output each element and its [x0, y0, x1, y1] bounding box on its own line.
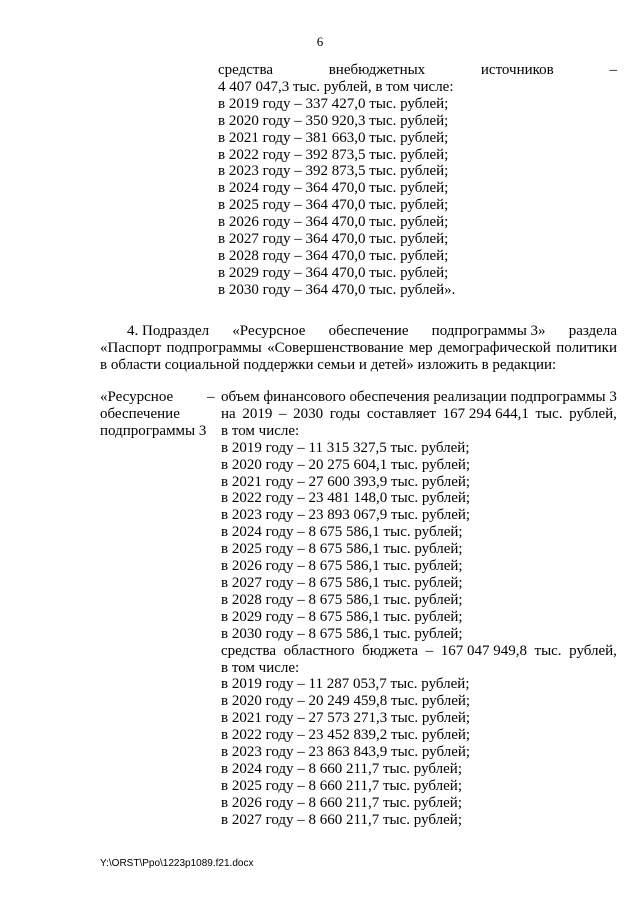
paragraph-4-line-1: [100, 323, 617, 340]
page-number: 6: [316, 34, 324, 49]
regional-budget-line: [221, 643, 617, 660]
total-year-line: в 2029 году – 8 675 586,1 тыс. рублей;: [221, 608, 463, 625]
total-year-line: в 2020 году – 20 275 604,1 тыс. рублей;: [221, 456, 471, 473]
offbudget-year-line: в 2022 году – 392 873,5 тыс. рублей;: [218, 146, 449, 163]
regional-word: областного: [283, 642, 355, 659]
heading-word: –: [609, 62, 617, 78]
total-year-line: в 2021 году – 27 600 393,9 тыс. рублей;: [221, 473, 471, 490]
funding-intro-line: объем финансового обеспечения реализации подпрограммы 3: [221, 389, 617, 405]
offbudget-year-line: в 2026 году – 364 470,0 тыс. рублей;: [218, 214, 449, 231]
offbudget-year-line: в 2023 году – 392 873,5 тыс. рублей;: [218, 163, 449, 180]
regional-word: –: [425, 642, 434, 659]
intro-word: –: [278, 405, 287, 422]
heading-word: средства: [218, 62, 274, 78]
intro-word: на: [221, 405, 236, 422]
regional-word: бюджета: [362, 642, 419, 659]
offbudget-total-line: 4 407 047,3 тыс. рублей, в том числе:: [218, 78, 454, 95]
label-dash: –: [207, 389, 215, 405]
para-word: подпрограммы: [166, 340, 262, 356]
offbudget-sources-block: [218, 62, 617, 299]
total-year-line: в 2030 году – 8 675 586,1 тыс. рублей;: [221, 625, 463, 642]
para-word: демографической: [438, 340, 551, 356]
total-year-line: в 2028 году – 8 675 586,1 тыс. рублей;: [221, 591, 463, 608]
regional-word: средства: [221, 642, 277, 659]
total-year-line: в 2019 году – 11 315 327,5 тыс. рублей;: [221, 439, 470, 456]
para-word: раздела: [568, 323, 617, 339]
funding-intro-line-2: [221, 406, 617, 423]
regional-budget-line-2: в том числе:: [221, 659, 300, 676]
offbudget-year-line: в 2028 году – 364 470,0 тыс. рублей;: [218, 247, 449, 264]
funding-details-block: [221, 389, 617, 829]
regional-year-line: в 2022 году – 23 452 839,2 тыс. рублей;: [221, 727, 471, 744]
total-year-line: в 2023 году – 23 893 067,9 тыс. рублей;: [221, 507, 471, 524]
file-path-footer: Y:\ORST\Ppo\1223p1089.f21.docx: [100, 858, 254, 869]
total-year-line: в 2022 году – 23 481 148,0 тыс. рублей;: [221, 490, 471, 507]
offbudget-year-line: в 2021 году – 381 663,0 тыс. рублей;: [218, 129, 449, 146]
para-word: «Паспорт: [100, 340, 162, 356]
resource-label-line: обеспечение: [100, 405, 180, 422]
regional-year-line: в 2026 году – 8 660 211,7 тыс. рублей;: [221, 794, 462, 811]
intro-word: 2019: [242, 405, 273, 422]
offbudget-year-line: в 2024 году – 364 470,0 тыс. рублей;: [218, 180, 449, 197]
regional-years-list: [221, 676, 617, 828]
offbudget-year-line: в 2027 году – 364 470,0 тыс. рублей;: [218, 231, 449, 248]
intro-word: годы: [329, 405, 361, 422]
offbudget-year-line: в 2020 году – 350 920,3 тыс. рублей;: [218, 112, 449, 129]
regional-year-line: в 2020 году – 20 249 459,8 тыс. рублей;: [221, 693, 471, 710]
paragraph-4: [100, 323, 617, 374]
resource-label-line: «Ресурсное: [100, 389, 174, 405]
funding-intro-line-3: в том числе:: [221, 422, 300, 439]
para-word: подпрограммы 3»: [431, 323, 546, 339]
resource-label: [100, 389, 215, 440]
offbudget-year-line: в 2025 году – 364 470,0 тыс. рублей;: [218, 197, 449, 214]
paragraph-4-line-2: [100, 340, 617, 357]
offbudget-year-line: в 2030 году – 364 470,0 тыс. рублей».: [218, 281, 456, 298]
total-year-line: в 2025 году – 8 675 586,1 тыс. рублей;: [221, 541, 463, 558]
total-year-line: в 2026 году – 8 675 586,1 тыс. рублей;: [221, 558, 463, 575]
heading-word: внебюджетных: [328, 62, 426, 78]
regional-year-line: в 2023 году – 23 863 843,9 тыс. рублей;: [221, 744, 471, 761]
para-word: политики: [556, 340, 617, 356]
para-word: 4. Подраздел: [127, 323, 210, 339]
resource-label-line: подпрограммы 3: [100, 422, 207, 439]
total-years-list: [221, 440, 617, 643]
regional-year-line: в 2027 году – 8 660 211,7 тыс. рублей;: [221, 811, 462, 828]
regional-word: тыс.: [534, 642, 562, 659]
regional-year-line: в 2025 году – 8 660 211,7 тыс. рублей;: [221, 777, 462, 794]
para-word: «Совершенствование: [267, 340, 404, 356]
para-word: мер: [408, 340, 433, 356]
intro-word: тыс.: [535, 405, 563, 422]
regional-year-line: в 2019 году – 11 287 053,7 тыс. рублей;: [221, 676, 470, 693]
offbudget-years-list: [218, 96, 617, 299]
intro-word: составляет: [366, 405, 436, 422]
offbudget-year-line: в 2029 году – 364 470,0 тыс. рублей;: [218, 264, 449, 281]
total-year-line: в 2027 году – 8 675 586,1 тыс. рублей;: [221, 574, 463, 591]
regional-word: рублей,: [569, 642, 617, 659]
intro-word: 2030: [293, 405, 324, 422]
para-word: обеспечение: [328, 323, 409, 339]
regional-year-line: в 2024 году – 8 660 211,7 тыс. рублей;: [221, 760, 462, 777]
paragraph-4-line-3: в области социальной поддержки семьи и детей» изложить в редакции:: [100, 357, 557, 373]
total-year-line: в 2024 году – 8 675 586,1 тыс. рублей;: [221, 524, 463, 541]
heading-word: источников: [480, 62, 554, 78]
regional-word: 167 047 949,8: [440, 642, 527, 659]
intro-word: 167 294 644,1: [442, 405, 529, 422]
offbudget-heading-line: [218, 62, 617, 79]
offbudget-year-line: в 2019 году – 337 427,0 тыс. рублей;: [218, 95, 449, 112]
para-word: «Ресурсное: [232, 323, 306, 339]
regional-year-line: в 2021 году – 27 573 271,3 тыс. рублей;: [221, 710, 471, 727]
intro-word: рублей,: [569, 405, 617, 422]
